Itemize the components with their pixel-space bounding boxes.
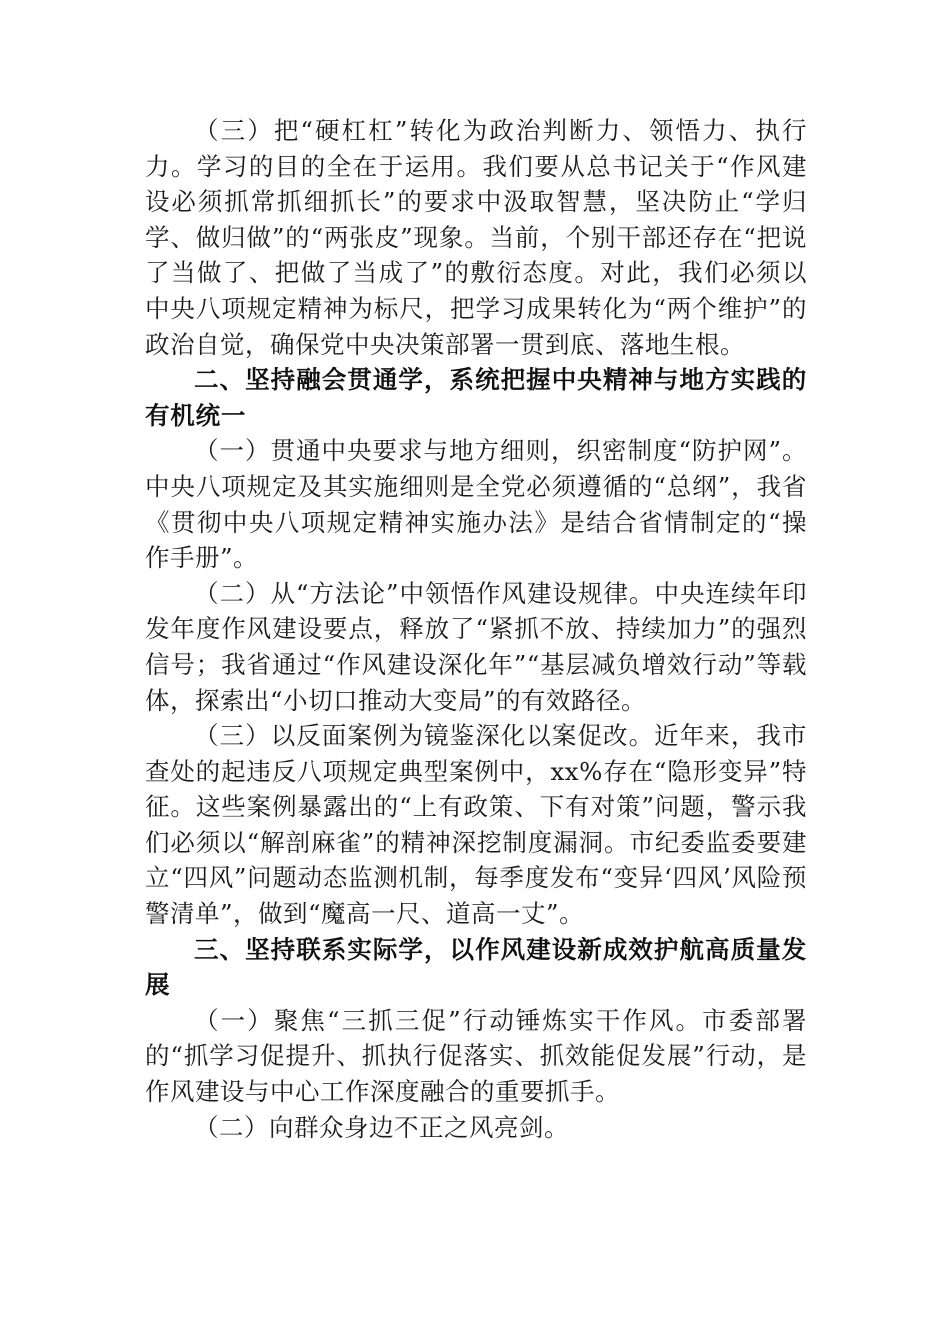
paragraph-section-3-item-1: （一）聚焦“三抓三促”行动锤炼实干作风。市委部署的“抓学习促提升、抓执行促落实、抓效能促发展”行动，是作风建设与中心工作深度融合的重要抓手。 — [145, 1005, 807, 1107]
paragraph-section-2-item-2: （二）从“方法论”中领悟作风建设规律。中央连续年印发年度作风建设要点，释放了“紧抓不放、持续加力”的强烈信号；我省通过“作风建设深化年”“基层减负增效行动”等载体，探索出“小切口推动大变局”的有效路径。 — [145, 578, 807, 715]
document-body — [145, 113, 807, 1145]
section-heading-3: 三、坚持联系实际学，以作风建设新成效护航高质量发展 — [145, 934, 807, 1000]
paragraph-section-3-item-2: （二）向群众身边不正之风亮剑。 — [194, 1112, 569, 1142]
paragraph-section-2-item-1: （一）贯通中央要求与地方细则，织密制度“防护网”。中央八项规定及其实施细则是全党必须遵循的“总纲”，我省《贯彻中央八项规定精神实施办法》是结合省情制定的“操作手册”。 — [145, 436, 807, 573]
section-heading-2: 二、坚持融会贯通学，系统把握中央精神与地方实践的有机统一 — [145, 365, 807, 430]
paragraph-section-1-item-3: （三）把“硬杠杠”转化为政治判断力、领悟力、执行力。学习的目的全在于运用。我们要从总书记关于“作风建设必须抓常抓细抓长”的要求中汲取智慧，坚决防止“学归学、做归做”的“两张皮”现象。当前，个别干部还存在“把说了当做了、把做了当成了”的敷衍态度。对此，我们必须以中央八项规定精神为标尺，把学习成果转化为“两个维护”的政治自觉，确保党中央决策部署一贯到底、落地生根。 — [145, 116, 807, 359]
paragraph-section-2-item-3: （三）以反面案例为镜鉴深化以案促改。近年来，我市查处的起违反八项规定典型案例中，xx%存在“隐形变异”特征。这些案例暴露出的“上有政策、下有对策”问题，警示我们必须以“解剖麻雀”的精神深挖制度漏洞。市纪委监委要建立“四风”问题动态监测机制，每季度发布“变异‘四风’风险预警清单”，做到“魔高一尺、道高一丈”。 — [145, 721, 807, 929]
